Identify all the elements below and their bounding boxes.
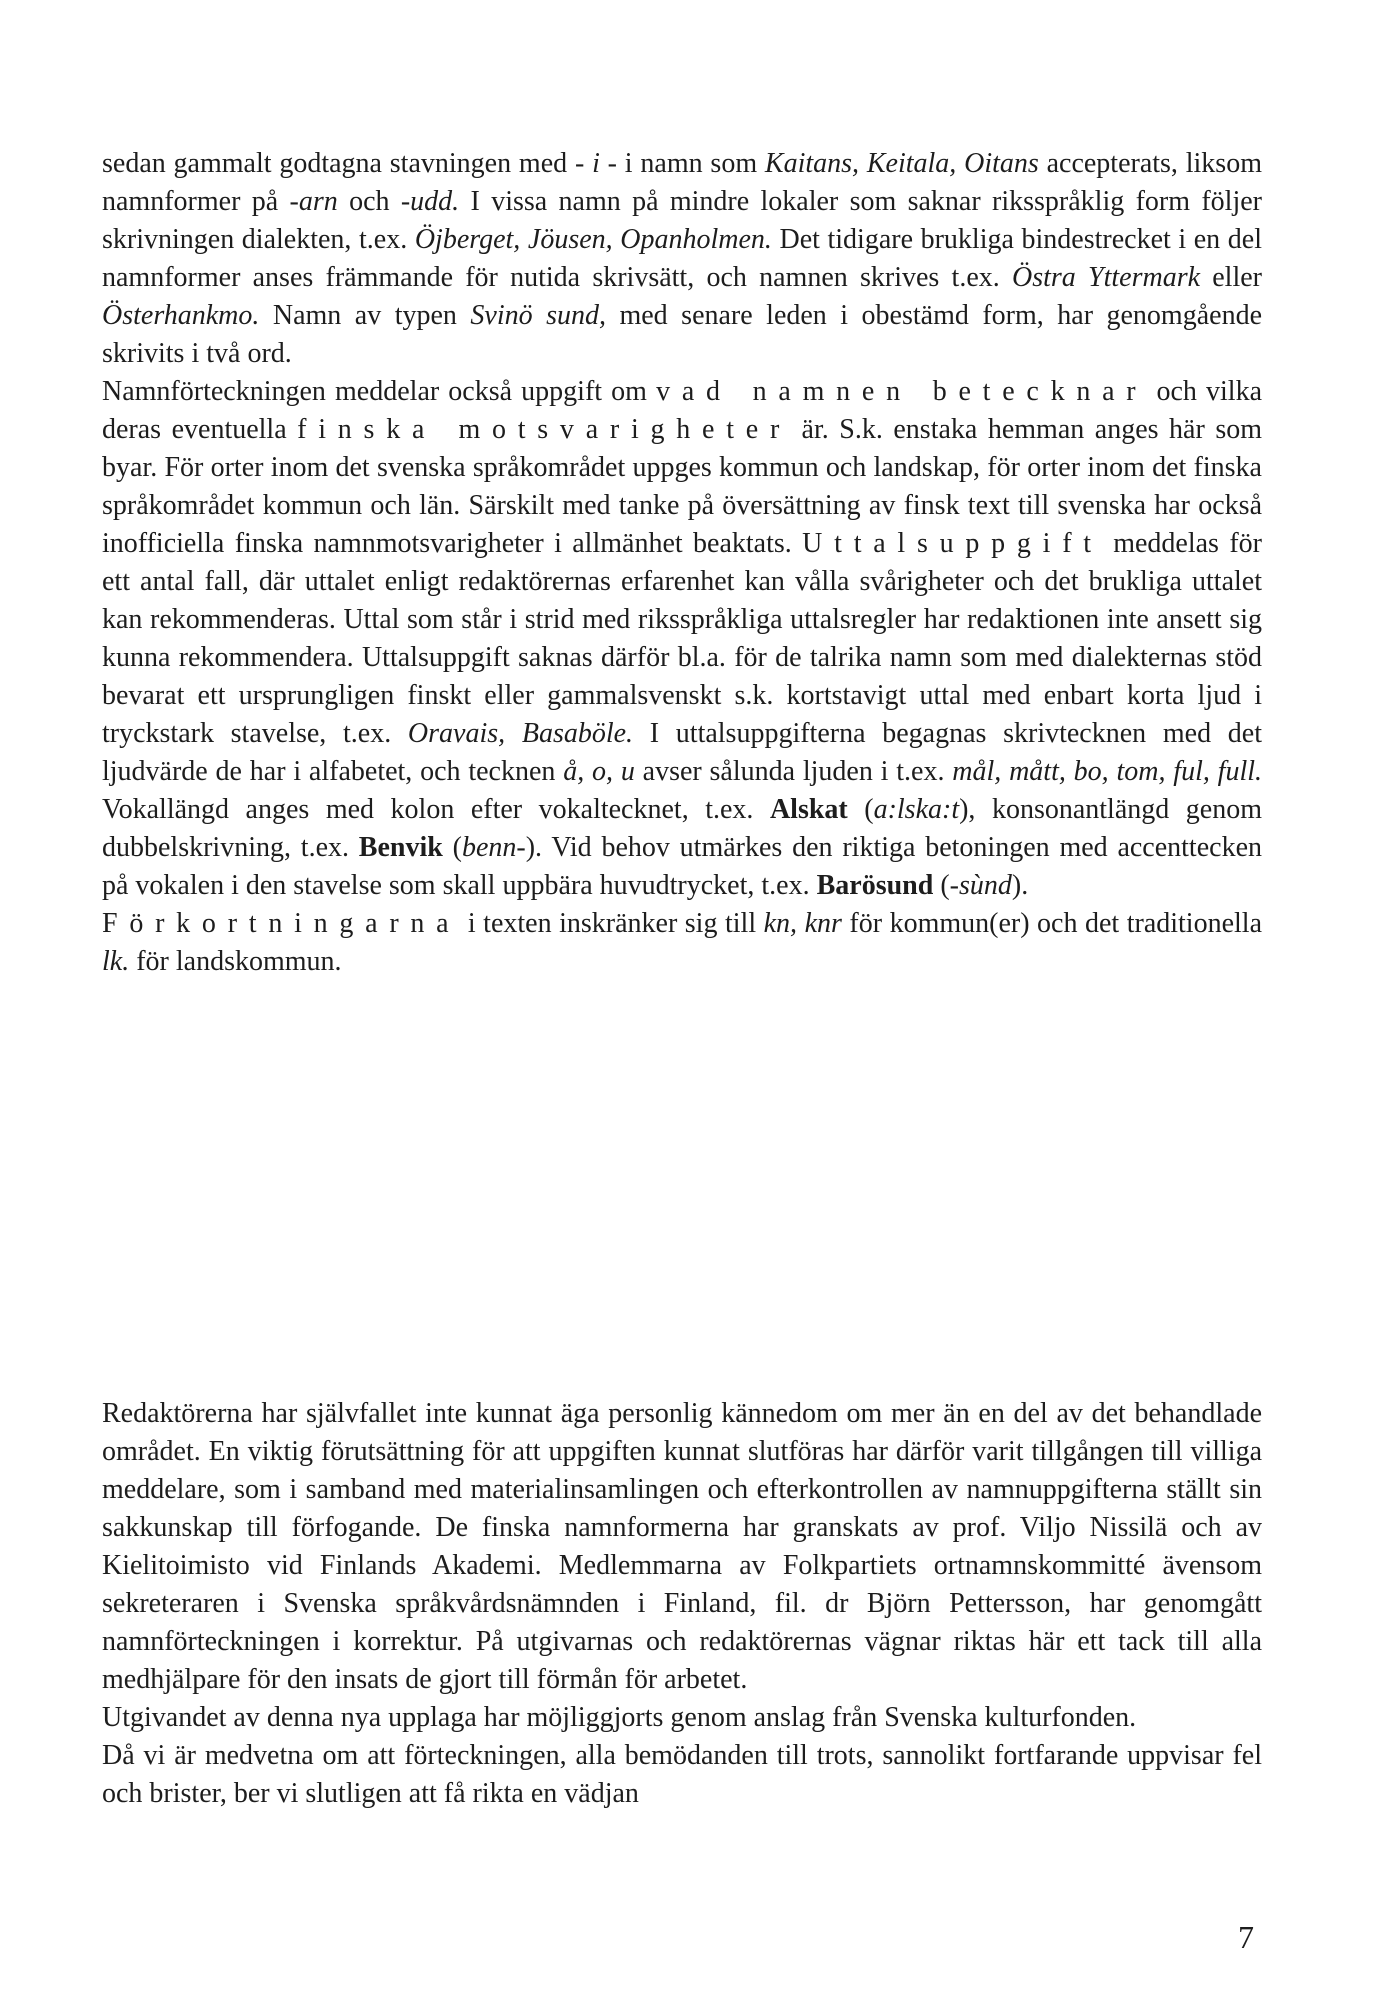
paragraph-spelling: [102, 145, 1262, 373]
italic-term: kn, knr: [763, 908, 842, 939]
text-section-orthography: [102, 145, 1262, 981]
italic-term: a:lska:t: [873, 794, 960, 825]
paragraph-abbreviations: [102, 905, 1262, 981]
text-run: Redaktörerna har självfallet inte kunnat äga personlig kännedom om mer än en del av det behandlade området. En viktig förutsättning för att uppgiften kunnat slutföras har därför varit tillgången till villiga meddelare, som i samband med materialinsamlingen och efterkontrollen av namnuppgifterna ställt sin sakkunskap till förfogande. De finska namnformerna har granskats av prof. Viljo Nissilä och av Kielitoimisto vid Finlands Akademi. Medlemmarna av Folkpartiets ortnamnskommitté ävensom sekreteraren i Svenska språkvårdsnämnden i Finland, fil. dr Björn Pettersson, har genomgått namnförteckningen i korrektur. På utgivarnas och redaktörernas vägnar riktas här ett tack till alla medhjälpare för den insats de gjort till förmån för arbetet.: [102, 1398, 1262, 1695]
page-number: 7: [1238, 1919, 1254, 1955]
text-run: Det tidigare brukliga bindestrecket i en del namnformer anses främmande för nutida skrivsätt, och namnen skrives t.ex.: [102, 224, 1262, 293]
text-section-acknowledgements: [102, 1395, 1262, 1813]
text-run: och vilka deras eventuella: [102, 376, 1263, 445]
italic-term: Öjberget, Jöusen, Opanholmen.: [414, 224, 772, 255]
italic-term: benn-: [461, 832, 526, 863]
text-run: avser sålunda ljuden i t.ex.: [634, 756, 953, 787]
paragraph-acknowledgements: [102, 1395, 1262, 1699]
text-run: i texten inskränker sig till: [460, 908, 764, 939]
italic-term: -udd.: [400, 186, 460, 217]
text-run: (: [933, 870, 950, 901]
text-run: eller: [1200, 262, 1262, 293]
text-run: accepterats, liksom namnformer på: [102, 148, 1262, 217]
text-run: Då vi är medvetna om att förteckningen, alla bemödanden till trots, sannolikt fortfarande uppvisar fel och brister, ber vi slutligen att få rikta en vädjan: [102, 1740, 1262, 1809]
text-run: (: [442, 832, 462, 863]
text-run: ). Vid behov utmärkes den riktiga betoningen med accenttecken på vokalen i den stavelse som skall uppbära huvudtrycket, t.ex.: [102, 832, 1262, 901]
paragraph-appeal: [102, 1737, 1262, 1813]
italic-term: lk.: [102, 946, 130, 977]
spaced-emphasis: Förkortningarna: [102, 908, 461, 939]
bold-place-name: Benvik: [358, 832, 443, 863]
text-run: I uttalsuppgifterna begagnas skrivtecknen med det ljudvärde de har i alfabetet, och tecknen: [102, 718, 1262, 787]
text-run: ).: [1011, 870, 1029, 901]
text-run: I vissa namn på mindre lokaler som saknar riksspråklig form följer skrivningen dialekten, t.ex.: [102, 186, 1262, 255]
italic-term: Kaitans, Keitala, Oitans: [764, 148, 1039, 179]
text-run: Namnförteckningen meddelar också uppgift om: [102, 376, 657, 407]
text-run: med senare leden i obestämd form, har genomgående skrivits i två ord.: [102, 300, 1262, 369]
italic-term: - i -: [574, 148, 617, 179]
paragraph-name-list-info: [102, 373, 1262, 905]
text-run: meddelas för ett antal fall, där uttalet enligt redaktörernas erfarenhet kan vålla svårigheter och det brukliga uttalet kan rekommenderas. Uttal som står i strid med riksspråkliga uttalsregler har redaktionen inte ansett sig kunna rekommendera. Uttalsuppgift saknas därför bl.a. för de talrika namn som med dialekternas stöd bevarat ett ursprungligen finskt eller gammalsvenskt s.k. kortstavigt uttal med enbart korta ljud i tryckstark stavelse, t.ex.: [102, 528, 1262, 749]
italic-term: Svinö sund,: [470, 300, 606, 331]
spaced-emphasis: vad namnen betecknar: [656, 376, 1148, 407]
spaced-emphasis: finska motsvarigheter: [297, 414, 792, 445]
italic-term: Östra Yttermark: [1011, 262, 1201, 293]
italic-term: -arn: [289, 186, 338, 217]
paragraph-funding: [102, 1699, 1262, 1737]
text-run: är. S.k. enstaka hemman anges här som byar. För orter inom det svenska språkområdet uppges kommun och landskap, för orter inom det finska språkområdet kommun och län. Särskilt med tanke på översättning av finsk text till svenska har också inofficiella finska namnmotsvarigheter i allmänhet beaktats.: [102, 414, 1262, 559]
text-run: Utgivandet av denna nya upplaga har möjliggjorts genom anslag från Svenska kulturfonden.: [102, 1702, 1137, 1733]
text-run: för kommun(er) och det traditionella: [841, 908, 1263, 939]
italic-term: mål, mått, bo, tom, ful, full.: [952, 756, 1262, 787]
spaced-emphasis: Uttalsuppgift: [802, 528, 1103, 559]
italic-term: -sùnd: [949, 870, 1012, 901]
text-run: (: [847, 794, 874, 825]
italic-term: å, o, u: [563, 756, 635, 787]
text-run: i namn som: [617, 148, 765, 179]
text-run: för landskommun.: [129, 946, 342, 977]
text-run: ), konsonantlängd genom dubbelskrivning, t.ex.: [102, 794, 1262, 863]
text-run: Namn av typen: [259, 300, 471, 331]
bold-place-name: Barösund: [816, 870, 934, 901]
bold-place-name: Alskat: [769, 794, 848, 825]
italic-term: Oravais, Basaböle.: [407, 718, 634, 749]
text-run: sedan gammalt godtagna stavningen med: [102, 148, 575, 179]
text-run: och: [337, 186, 401, 217]
italic-term: Österhankmo.: [102, 300, 260, 331]
text-run: Vokallängd anges med kolon efter vokaltecknet, t.ex.: [102, 794, 770, 825]
